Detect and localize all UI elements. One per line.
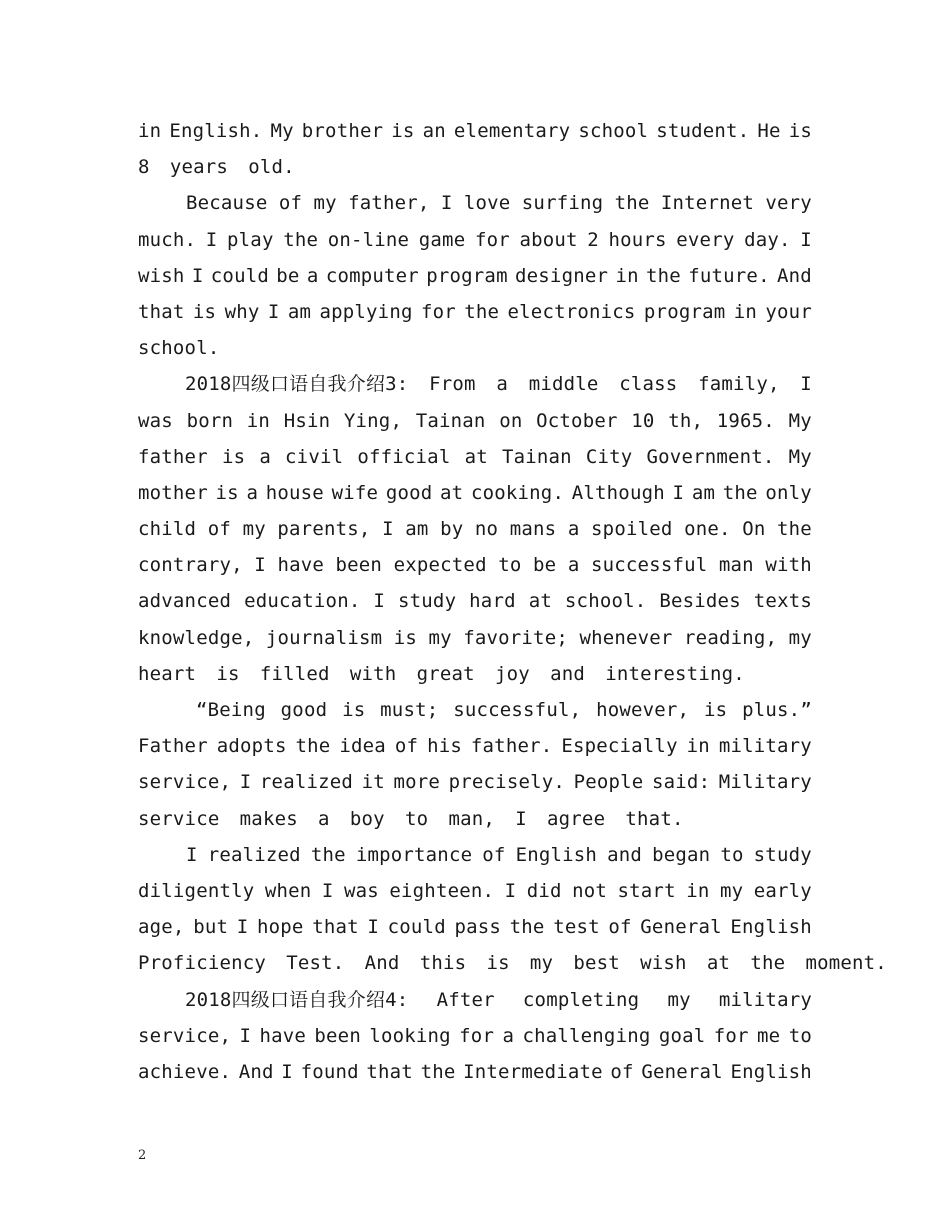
text-line: achieve. And I found that the Intermediate of General English [138, 1060, 812, 1083]
text-line: contrary, I have been expected to be a successful man with [138, 554, 812, 577]
text-line: Father adopts the idea of his father. Especially in military [138, 735, 812, 758]
text-line: service, I realized it more precisely. People said: Military [138, 771, 812, 794]
text-line: father is a civil official at Tainan City Government. My [138, 445, 812, 468]
text-line: much. I play the on-line game for about 2 hours every day. I [138, 228, 812, 251]
text-line: that is why I am applying for the electronics program in your [138, 300, 812, 323]
text-line: wish I could be a computer program designer in the future. And [138, 264, 812, 287]
text-line: service, I have been looking for a challenging goal for me to [138, 1024, 812, 1047]
text-line: child of my parents, I am by no mans a spoiled one. On the [138, 518, 812, 541]
text-line: Because of my father, I love surfing the Internet very [186, 192, 812, 215]
text-line: 8 years old. [138, 156, 295, 179]
text-line: 2018四级口语自我介绍4: After completing my military [185, 988, 812, 1011]
text-line: I realized the importance of English and began to study [186, 843, 812, 866]
text-line: diligently when I was eighteen. I did not start in my early [138, 879, 812, 902]
text-line: knowledge, journalism is my favorite; whenever reading, my [138, 626, 812, 649]
text-line: “Being good is must; successful, however, is plus.” [196, 699, 812, 721]
text-line: mother is a house wife good at cooking. Although I am the only [138, 481, 812, 504]
text-line: age, but I hope that I could pass the test of General English [138, 916, 812, 939]
body-text [138, 113, 887, 1090]
page-number: 2 [138, 1148, 147, 1163]
text-line: Proficiency Test. And this is my best wish at the moment. [138, 952, 887, 975]
text-line: advanced education. I study hard at school. Besides texts [138, 590, 812, 613]
text-line: in English. My brother is an elementary school student. He is [138, 120, 812, 142]
text-line: was born in Hsin Ying, Tainan on October 10 th, 1965. My [138, 409, 812, 432]
text-line: heart is filled with great joy and interesting. [138, 662, 745, 685]
text-line: school. [138, 337, 220, 360]
text-line: 2018四级口语自我介绍3: From a middle class family, I [185, 373, 812, 396]
text-line: service makes a boy to man, I agree that. [138, 807, 684, 830]
